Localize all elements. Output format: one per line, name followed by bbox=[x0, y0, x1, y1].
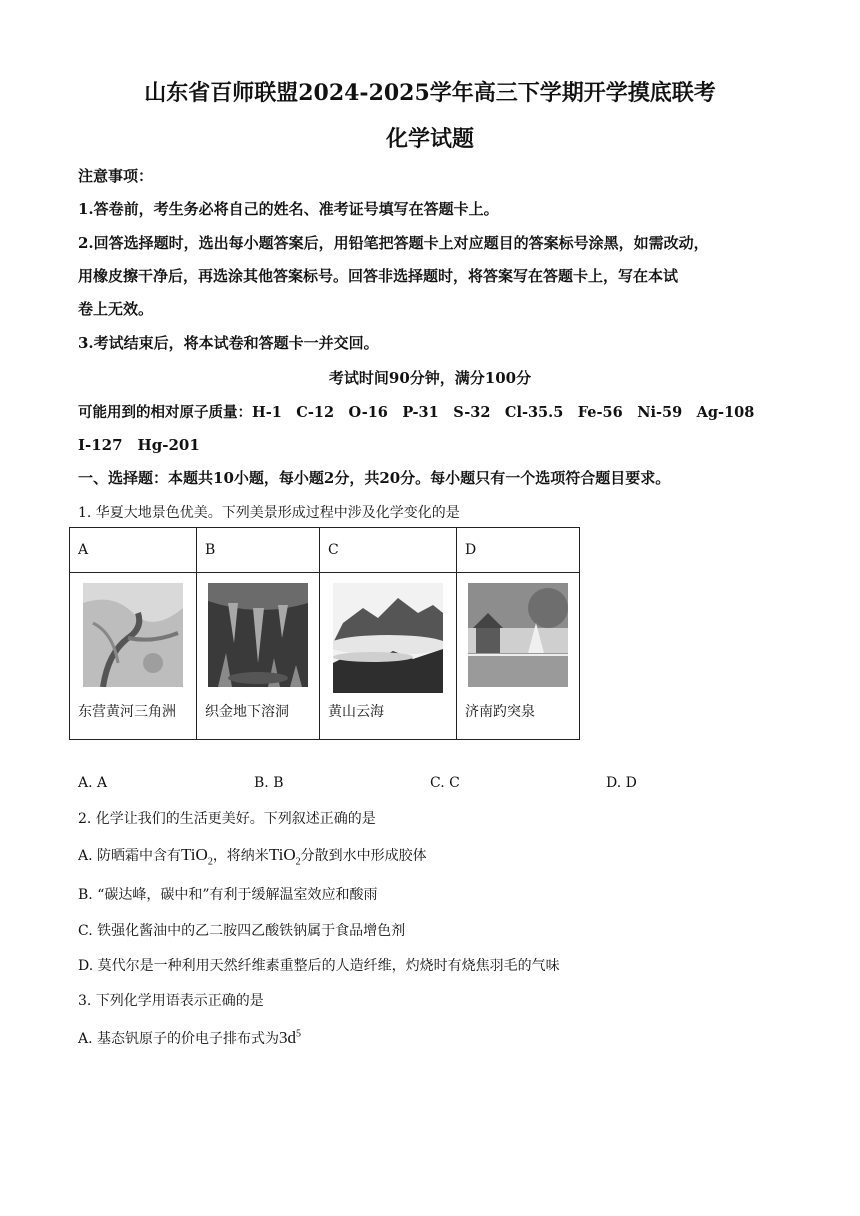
tio2-subscript-2: 2 bbox=[295, 856, 301, 868]
question-2-option-a[interactable] bbox=[78, 845, 427, 867]
option-c-cell bbox=[320, 573, 457, 740]
sea-of-clouds-image bbox=[333, 583, 443, 693]
tio2-symbol: TiO bbox=[181, 845, 208, 864]
question-1-choice-b[interactable]: B. B bbox=[254, 775, 284, 791]
electron-config-base: 3d bbox=[279, 1028, 297, 1047]
note-item-2-line-3: 卷上无效。 bbox=[78, 300, 154, 318]
option-c-caption: 黄山云海 bbox=[328, 704, 384, 720]
electron-config-superscript: 5 bbox=[296, 1028, 302, 1040]
option-b-label: B bbox=[197, 528, 320, 573]
notes-heading: 注意事项： bbox=[78, 167, 154, 185]
option-a-label: A bbox=[70, 528, 197, 573]
option-d-label: D bbox=[457, 528, 580, 573]
question-1-choice-c[interactable]: C. C bbox=[430, 775, 460, 791]
option-a-text-pre: A. 防晒霜中含有 bbox=[78, 848, 182, 864]
option-a-text-post: 分散到水中形成胶体 bbox=[300, 848, 427, 864]
note-item-2-line-1: 2.回答选择题时，选出每小题答案后，用铅笔把答题卡上对应题目的答案标号涂黑，如需改动， bbox=[78, 234, 709, 252]
option-a-text-mid: ，将纳米 bbox=[212, 848, 269, 864]
atomic-mass-line-2: I-127 Hg-201 bbox=[78, 436, 200, 454]
option-b-caption: 织金地下溶洞 bbox=[205, 704, 289, 720]
question-3-stem: 3. 下列化学用语表示正确的是 bbox=[78, 993, 264, 1009]
question-2-stem: 2. 化学让我们的生活更美好。下列叙述正确的是 bbox=[78, 811, 376, 827]
question-3-option-a[interactable] bbox=[78, 1028, 301, 1048]
tio2-formula bbox=[181, 845, 213, 868]
question-1-choice-a[interactable]: A. A bbox=[78, 775, 108, 791]
option-a-caption: 东营黄河三角洲 bbox=[78, 704, 176, 720]
tio2-formula-2 bbox=[268, 845, 301, 868]
tio2-subscript: 2 bbox=[207, 856, 213, 868]
note-item-3: 3.考试结束后，将本试卷和答题卡一并交回。 bbox=[78, 334, 379, 352]
tio2-symbol-2: TiO bbox=[268, 845, 296, 864]
baotu-spring-image bbox=[468, 583, 568, 687]
question-1-option-table bbox=[69, 527, 580, 740]
yellow-river-delta-image bbox=[83, 583, 183, 687]
question-2-option-c[interactable]: C. 铁强化酱油中的乙二胺四乙酸铁钠属于食品增色剂 bbox=[78, 923, 406, 939]
question-2-option-d[interactable]: D. 莫代尔是一种利用天然纤维素重整后的人造纤维，灼烧时有烧焦羽毛的气味 bbox=[78, 958, 560, 974]
atomic-mass-line-1: 可能用到的相对原子质量：H-1 C-12 O-16 P-31 S-32 Cl-35.5 Fe-56 Ni-59 Ag-108 bbox=[78, 404, 755, 421]
option-b-cell bbox=[197, 573, 320, 740]
exam-info: 考试时间90分钟，满分100分 bbox=[328, 369, 532, 387]
question-1-stem: 1. 华夏大地景色优美。下列美景形成过程中涉及化学变化的是 bbox=[78, 505, 460, 521]
note-item-1: 1.答卷前，考生务必将自己的姓名、准考证号填写在答题卡上。 bbox=[78, 200, 499, 218]
option-d-caption: 济南趵突泉 bbox=[465, 704, 535, 720]
option-d-cell bbox=[457, 573, 580, 740]
exam-title: 山东省百师联盟2024-2025学年高三下学期开学摸底联考 bbox=[144, 80, 716, 106]
option-c-label: C bbox=[320, 528, 457, 573]
electron-config-formula bbox=[279, 1028, 301, 1047]
exam-subtitle: 化学试题 bbox=[385, 126, 474, 152]
question-1-choice-d[interactable]: D. D bbox=[606, 775, 637, 791]
option-a-cell bbox=[70, 573, 197, 740]
q3-option-a-text: A. 基态钒原子的价电子排布式为 bbox=[78, 1031, 280, 1047]
section-heading: 一、选择题：本题共10小题，每小题2分，共20分。每小题只有一个选项符合题目要求。 bbox=[78, 469, 671, 487]
karst-cave-image bbox=[208, 583, 308, 687]
question-2-option-b[interactable]: B. “碳达峰，碳中和”有利于缓解温室效应和酸雨 bbox=[78, 887, 378, 903]
note-item-2-line-2: 用橡皮擦干净后，再选涂其他答案标号。回答非选择题时，将答案写在答题卡上，写在本试 bbox=[78, 267, 679, 285]
